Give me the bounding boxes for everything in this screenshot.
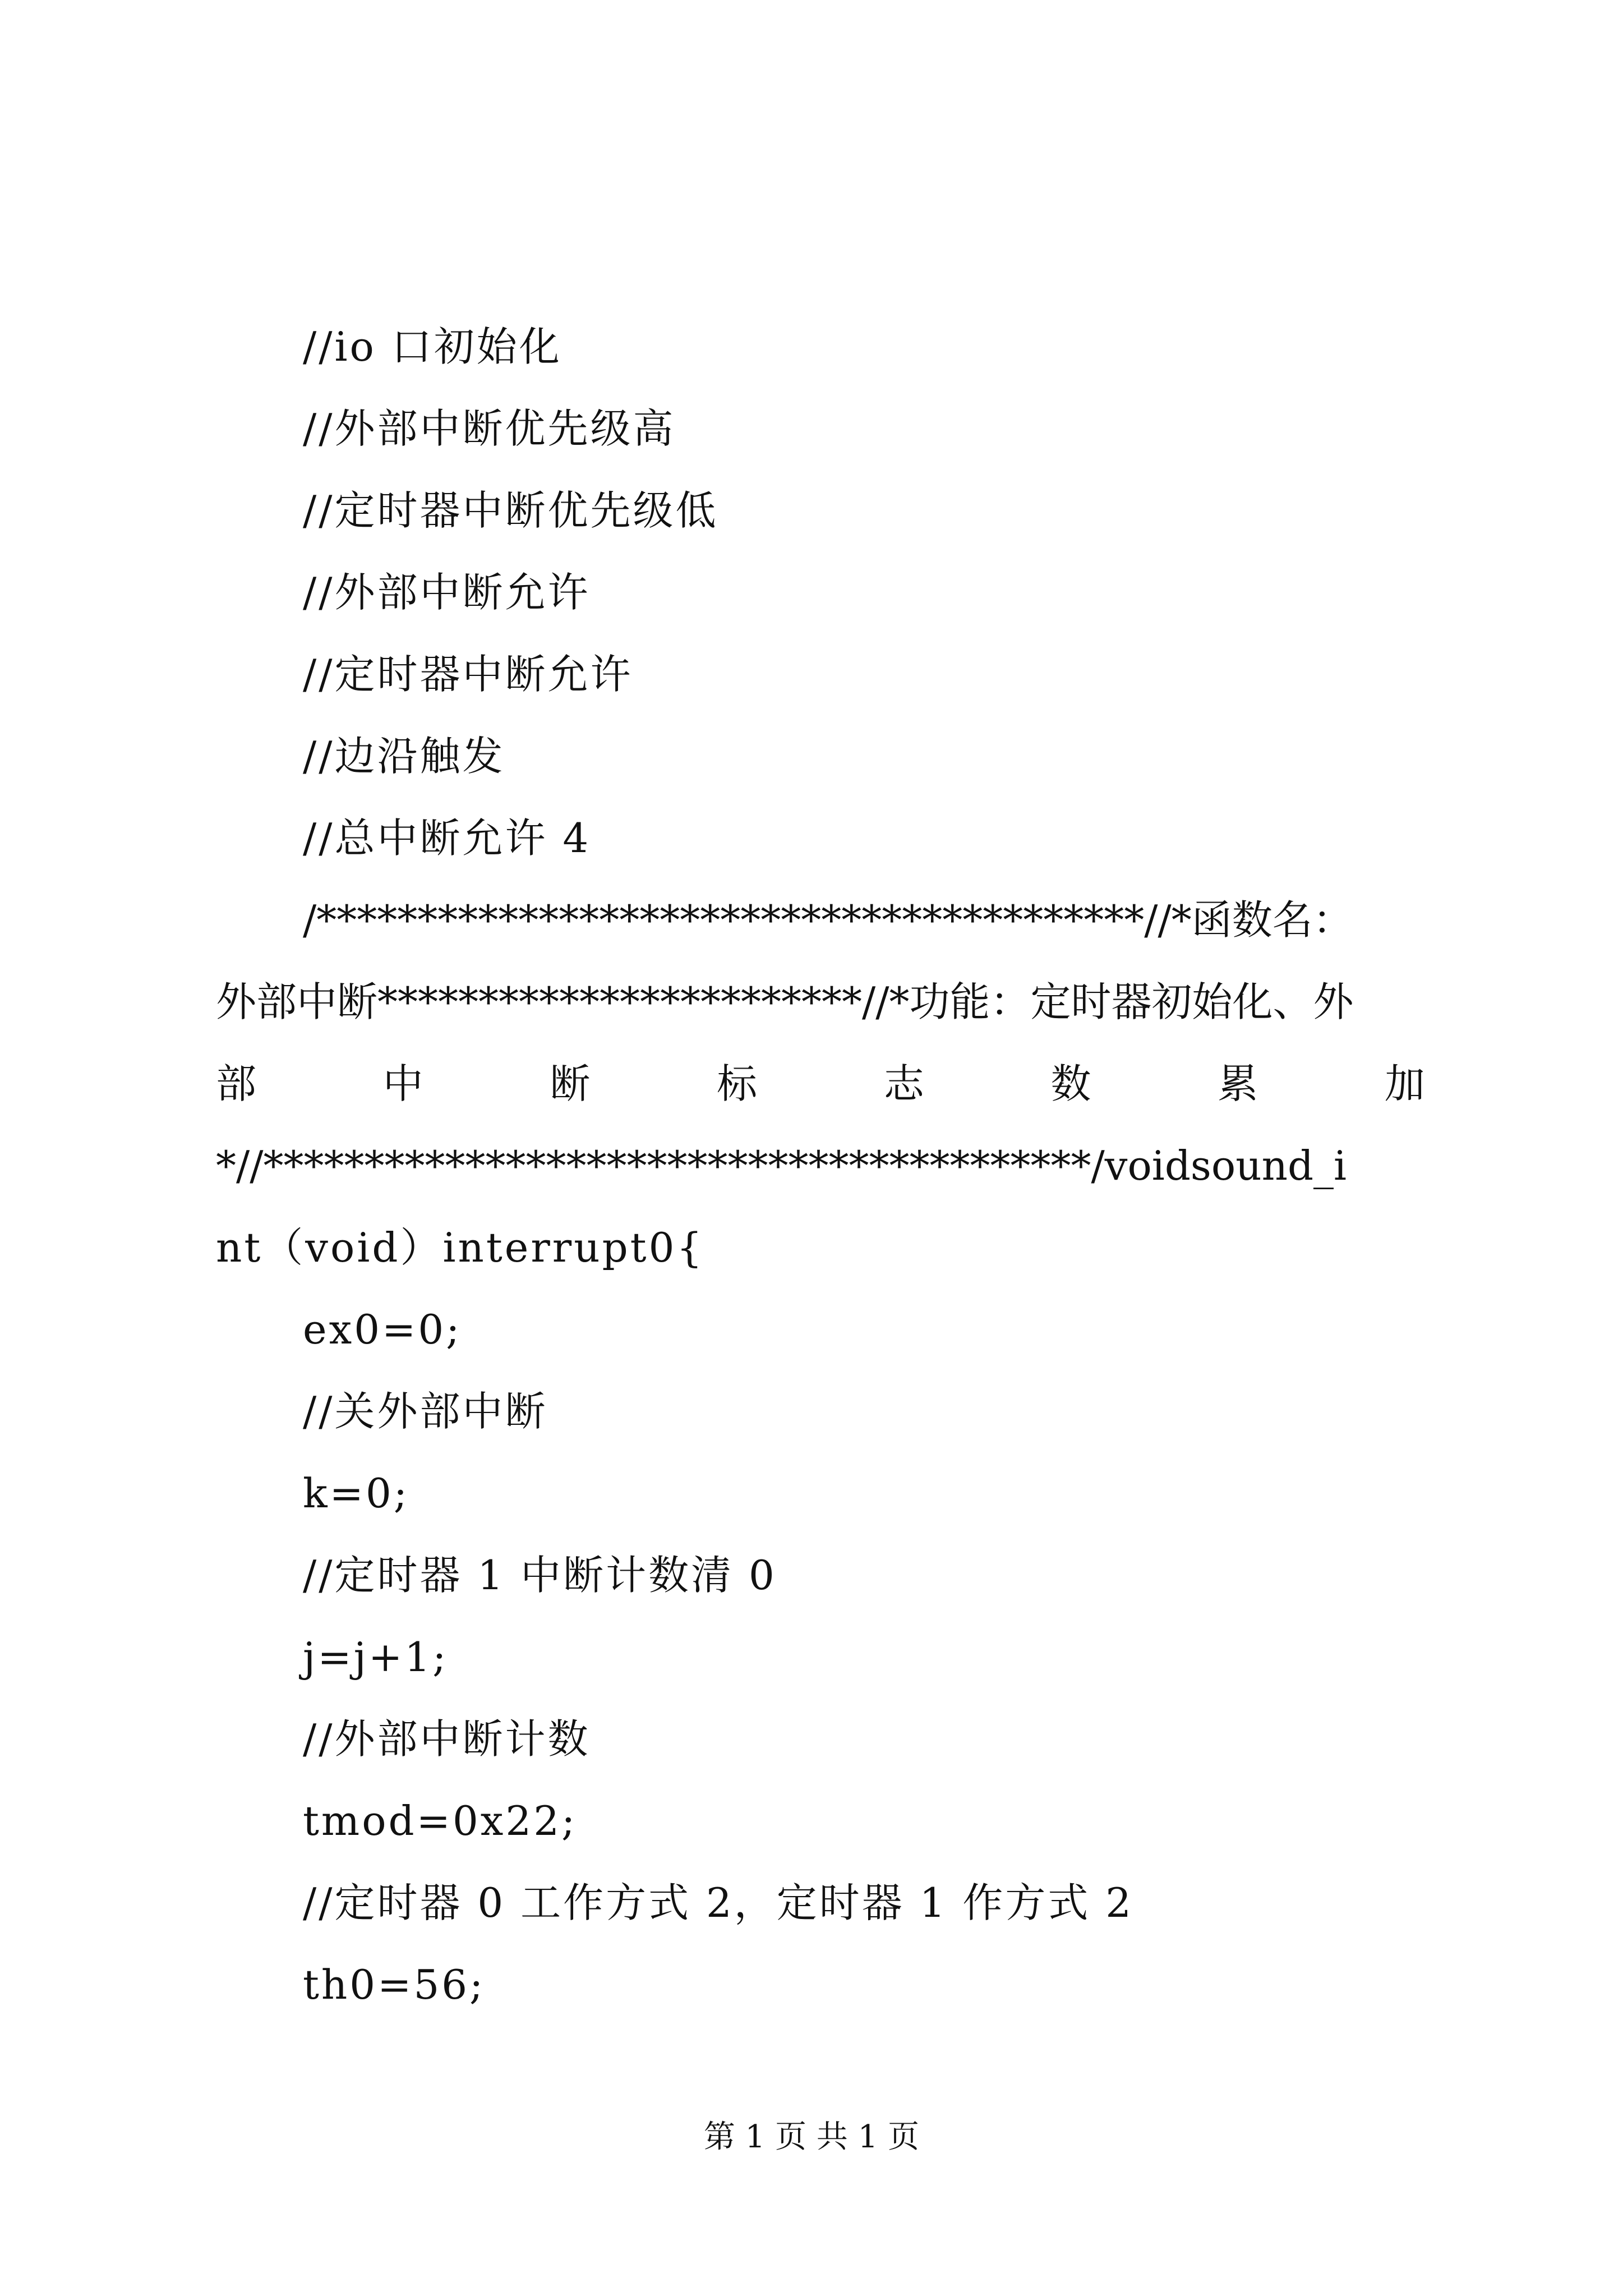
function-header-line-2: 外部中断************************//*功能：定时器初始化、外 [216,978,1354,1025]
code-line: k=0; [303,1470,410,1517]
function-header-line-4: *//*****************************************/voidsound_i [216,1142,1347,1189]
justified-char: 加 [1384,1060,1427,1107]
comment-line: //外部中断允许 [303,569,591,616]
code-line: th0=56; [303,1961,486,2008]
function-header-line-3 [216,1043,1427,1125]
code-line: //关外部中断 [303,1388,548,1435]
comment-line: //边沿触发 [303,733,505,780]
function-signature-line: nt（void）interrupt0{ [216,1224,705,1271]
justified-char: 标 [717,1060,760,1107]
comment-line: //io 口初始化 [303,323,562,370]
justified-char: 累 [1218,1060,1261,1107]
page-footer: 第 1 页 共 1 页 [703,2119,920,2155]
code-line: //定时器 1 中断计数清 0 [303,1552,777,1599]
justified-char: 志 [883,1060,926,1107]
justified-char: 中 [382,1060,426,1107]
comment-line: //定时器中断优先级低 [303,487,718,534]
justified-char: 数 [1050,1060,1094,1107]
function-header-line-1: /*****************************************//*函数名： [303,896,1353,944]
comment-line: //定时器中断允许 [303,651,633,698]
code-line: j=j+1; [303,1634,449,1681]
code-line: ex0=0; [303,1306,462,1353]
comment-line: //外部中断优先级高 [303,405,676,452]
justified-char: 断 [550,1060,593,1107]
comment-line: //总中断允许 4 [303,815,591,862]
justified-char: 部 [216,1060,259,1107]
code-line: tmod=0x22; [303,1797,578,1844]
document-body [216,306,1427,2026]
code-line: //外部中断计数 [303,1715,591,1763]
code-line: //定时器 0 工作方式 2，定时器 1 作方式 2 [303,1879,1134,1926]
